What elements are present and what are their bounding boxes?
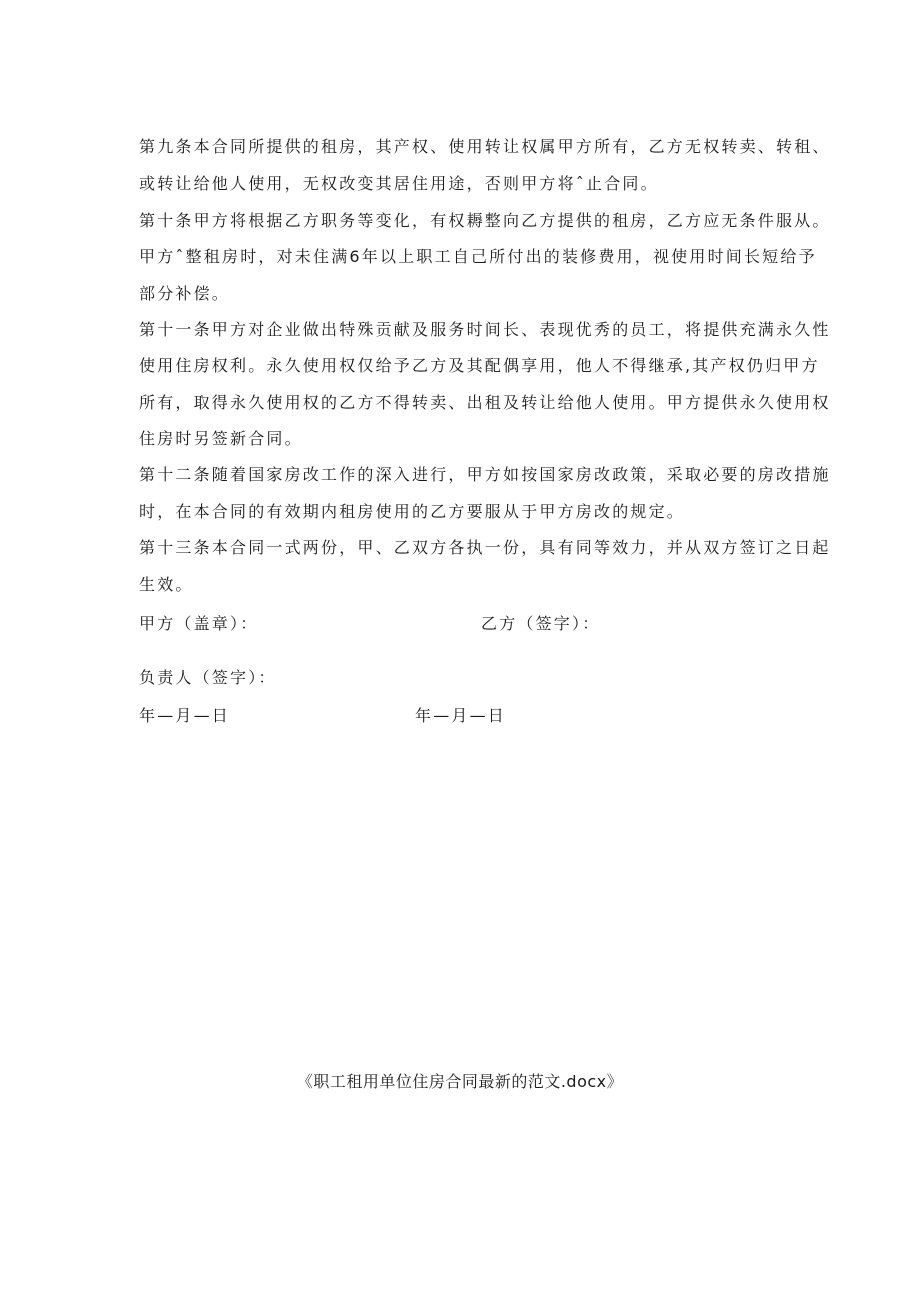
clause-9-line-1: 第九条本合同所提供的租房，其产权、使用转让权属甲方所有，乙方无权转卖、转租、 (139, 137, 831, 156)
responsible-sign-label: 负责人（签字）： (139, 668, 277, 687)
clause-10-line-1: 第十条甲方将根据乙方职务等变化，有权耨整向乙方提供的租房，乙方应无条件服从。 (139, 211, 831, 230)
clause-13-line-2: 生效。 (139, 575, 194, 594)
clause-10-line-3: 部分补偿。 (139, 284, 231, 303)
clause-11-line-3: 所有，取得永久使用权的乙方不得转卖、出租及转让给他人使用。甲方提供永久使用权 (139, 393, 831, 412)
clause-12-line-2: 时，在本合同的有效期内租房使用的乙方要服从于甲方房改的规定。 (139, 502, 686, 521)
party-a-seal-label: 甲方（盖章）： (139, 614, 259, 633)
clause-11-line-4: 住房时另签新合同。 (139, 429, 303, 448)
clause-10-line-2: 甲方ˆ整租房时，对未住满6年以上职工自己所付出的装修费用，视使用时间长短给予 (139, 247, 817, 266)
clause-9-line-2: 或转让给他人使用，无权改变其居住用途，否则甲方将ˆ止合同。 (139, 174, 659, 193)
clause-12-line-1: 第十二条随着国家房改工作的深入进行，甲方如按国家房改政策，采取必要的房改措施 (139, 465, 831, 484)
document-filename-footer: 《职工租用单位住房合同最新的范文.docx》 (296, 1072, 624, 1091)
party-b-date: 年—月—日 (415, 706, 507, 725)
party-b-sign-label: 乙方（签字）： (481, 614, 601, 633)
clause-13-line-1: 第十三条本合同一式两份，甲、乙双方各执一份，具有同等效力，并从双方签订之日起 (139, 538, 831, 557)
party-a-date: 年—月—日 (139, 706, 231, 725)
clause-11-line-2: 使用住房权利。永久使用权仅给予乙方及其配偶享用，他人不得继承,其产权仍归甲方 (139, 356, 820, 375)
clause-11-line-1: 第十一条甲方对企业做出特殊贡献及服务时间长、表现优秀的员工，将提供充满永久性 (139, 320, 831, 339)
